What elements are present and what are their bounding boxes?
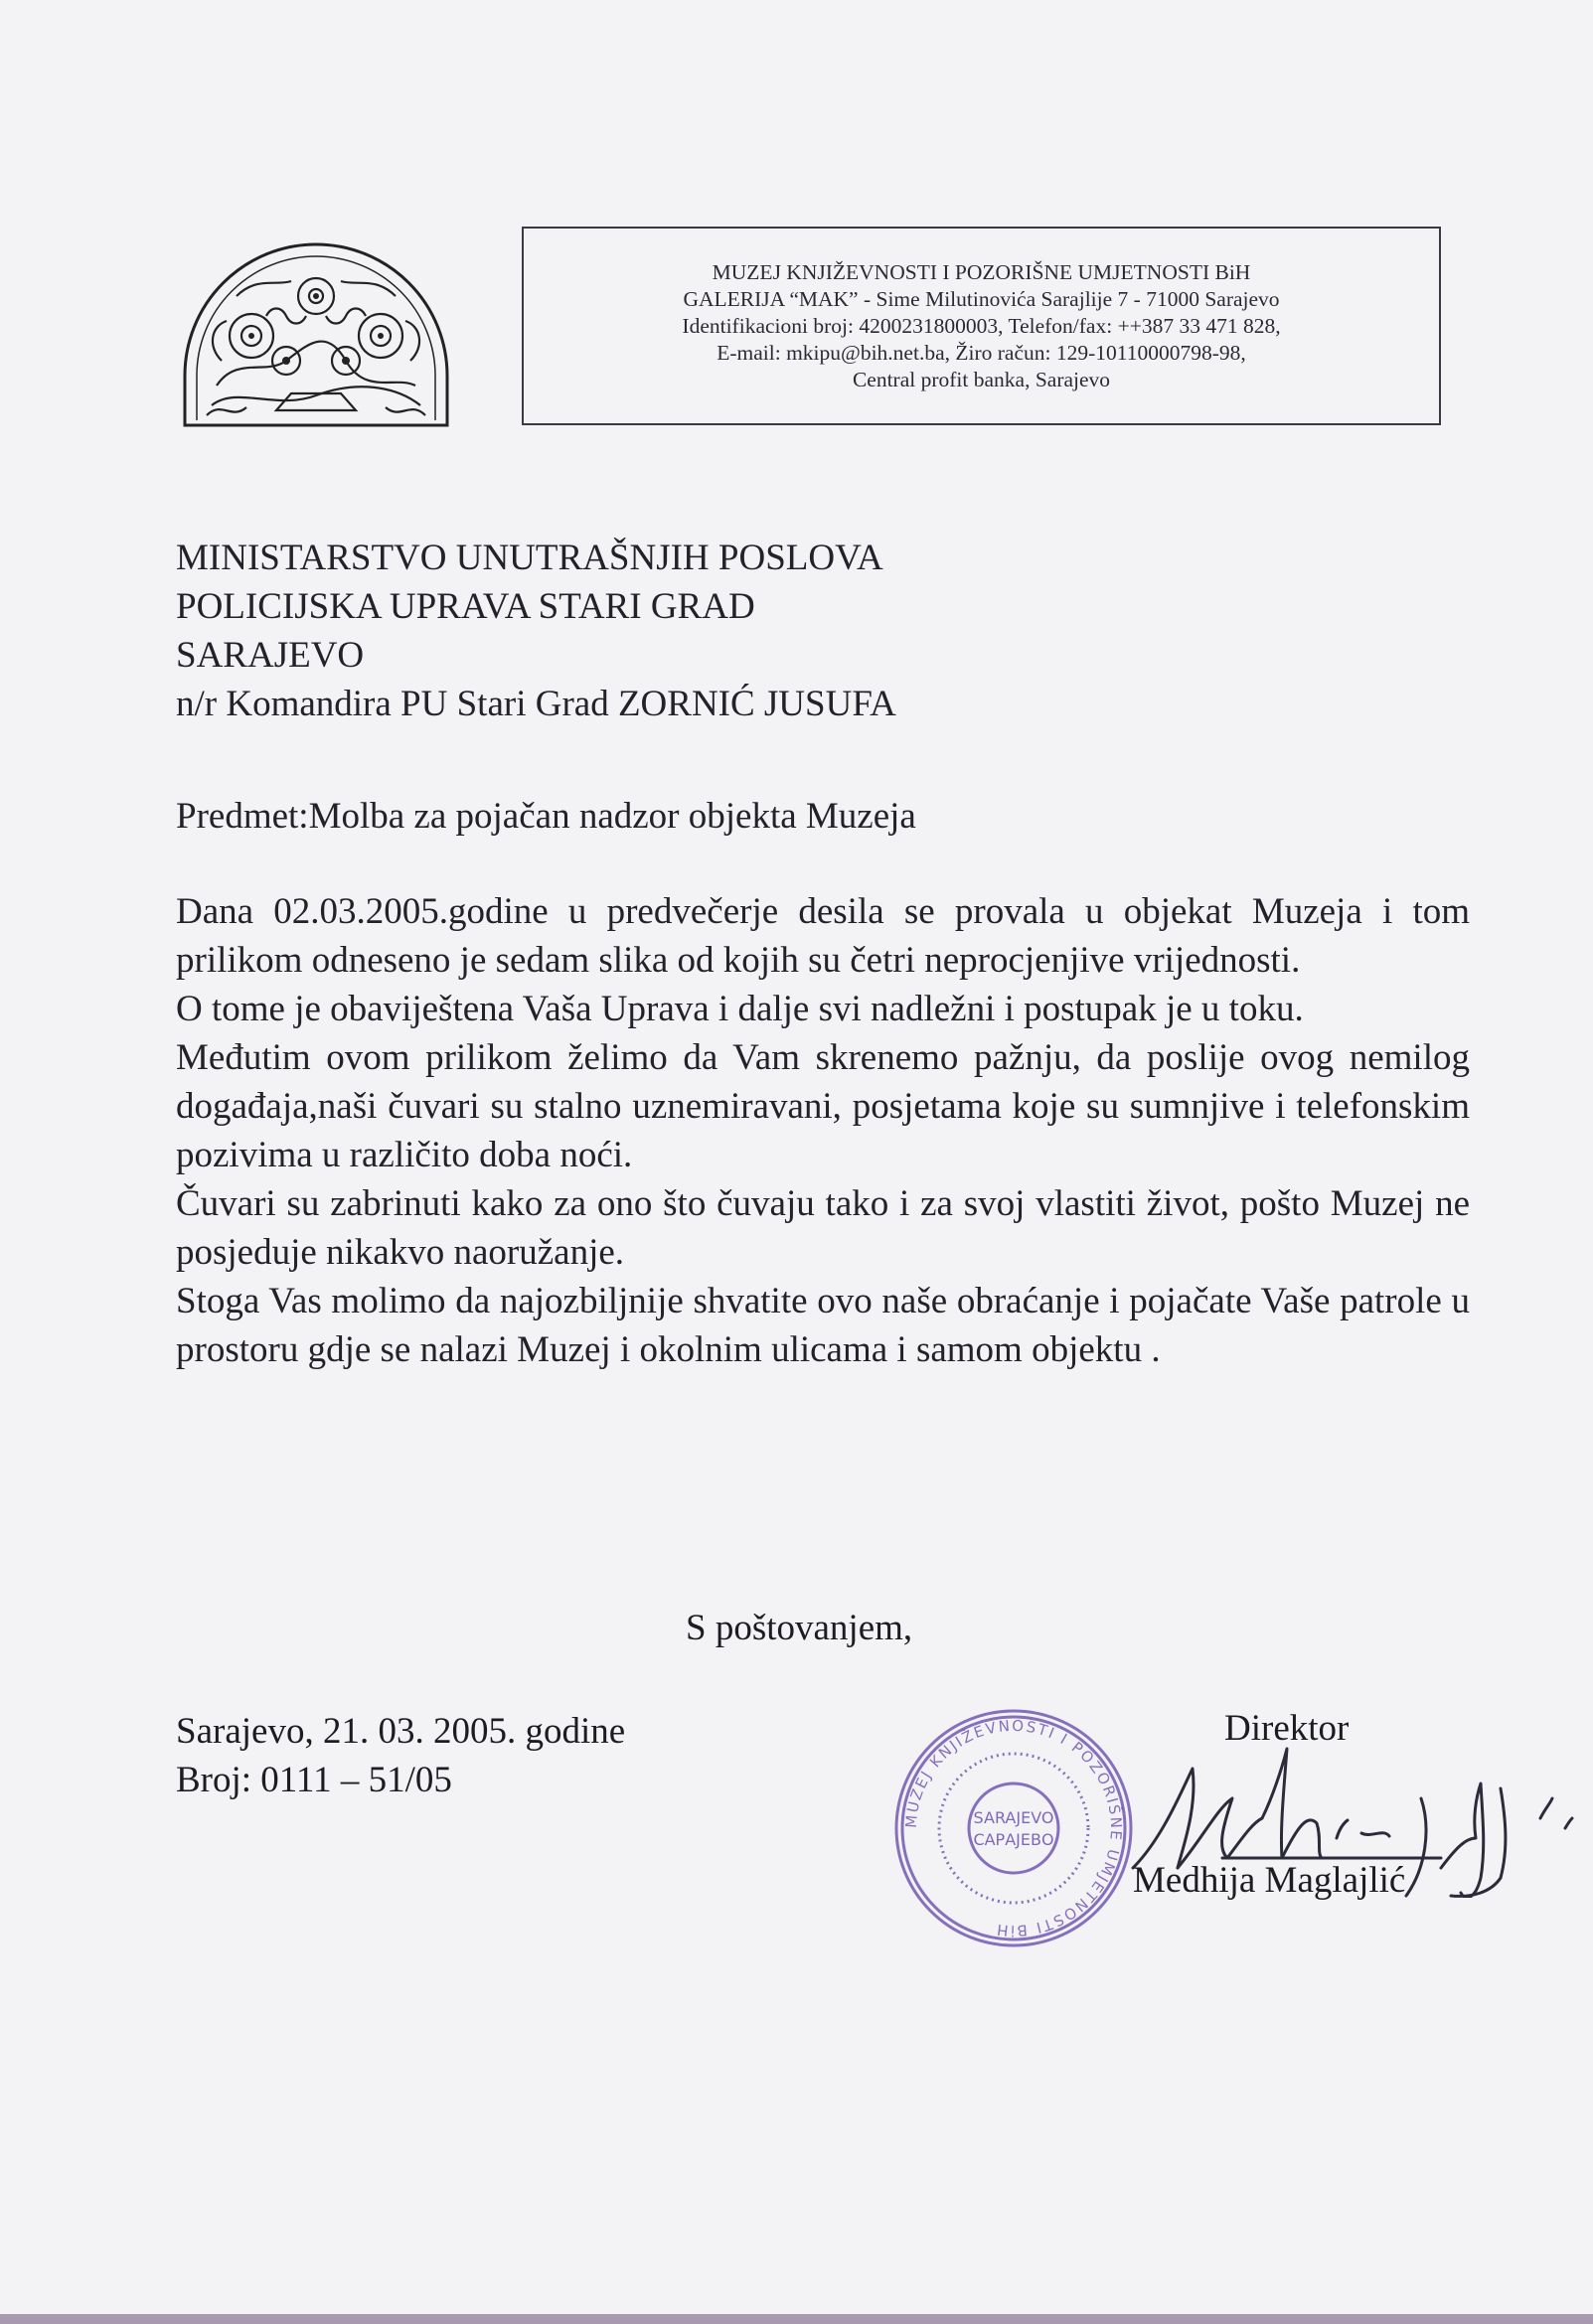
subject-line: Predmet:Molba za pojačan nadzor objekta Muzeja [176,796,916,837]
letterhead-institution-name: MUZEJ KNJIŽEVNOSTI I POZORIŠNE UMJETNOSTI BiH [712,259,1251,284]
recipient-line: POLICIJSKA UPRAVA STARI GRAD [176,586,755,627]
stamp-center-text: САРАЈЕВО [973,1830,1054,1849]
director-title: Direktor [1224,1708,1350,1749]
recipient-line: n/r Komandira PU Stari Grad ZORNIĆ JUSUFA [176,684,896,724]
museum-logo-ornament [177,236,455,430]
letter-body [176,887,1470,1374]
director-name: Medhija Maglajlić [1133,1860,1406,1901]
body-paragraph: Stoga Vas molimo da najozbiljnije shvatite ovo naše obraćanje i pojačate Vaše patrole u prostoru gdje se nalazi Muzej i okolnim ulicama i samom objektu . [176,1281,1470,1370]
body-paragraph: O tome je obaviještena Vaša Uprava i dalje svi nadležni i postupak je u toku. [176,989,1304,1029]
letterhead-id-phone: Identifikacioni broj: 4200231800003, Telefon/fax: ++387 33 471 828, [682,313,1281,338]
recipient-block [176,534,1468,728]
letterhead-info-box [522,227,1441,425]
recipient-line: SARAJEVO [176,635,365,676]
reference-number: Broj: 0111 – 51/05 [176,1760,452,1800]
letterhead-address: GALERIJA “MAK” - Sime Milutinovića Sarajlije 7 - 71000 Sarajevo [683,286,1280,311]
stamp-inner-text: SARAJEVO [973,1808,1054,1827]
letterhead-email-account: E-mail: mkipu@bih.net.ba, Žiro račun: 129-10110000798-98, [717,340,1246,365]
body-paragraph: Dana 02.03.2005.godine u predvečerje desila se provala u objekat Muzeja i tom prilikom odneseno je sedam slika od kojih su četri neprocjenjive vrijednosti. [176,891,1470,981]
place-date-block [176,1707,625,1804]
page-bottom-edge [0,2314,1593,2324]
recipient-line: MINISTARSTVO UNUTRAŠNJIH POSLOVA [176,538,883,578]
place-date: Sarajevo, 21. 03. 2005. godine [176,1711,626,1752]
body-paragraph: Međutim ovom prilikom želimo da Vam skrenemo pažnju, da poslije ovog nemilog događaja,naši čuvari su stalno uznemiravani, posjetama koje su sumnjive i telefonskim pozivima u različito doba noći. [176,1037,1470,1175]
body-paragraph: Čuvari su zabrinuti kako za ono što čuvaju tako i za svoj vlastiti život, pošto Muzej ne posjeduje nikakvo naoružanje. [176,1183,1470,1273]
closing-salutation: S poštovanjem, [686,1608,913,1648]
official-stamp [889,1704,1138,1952]
stamp-outer-text: MUZEJ KNJIŽEVNOSTI I POZORIŠNE UMJETNOSTI BiH [901,1716,1126,1940]
letterhead-bank: Central profit banka, Sarajevo [852,367,1111,391]
